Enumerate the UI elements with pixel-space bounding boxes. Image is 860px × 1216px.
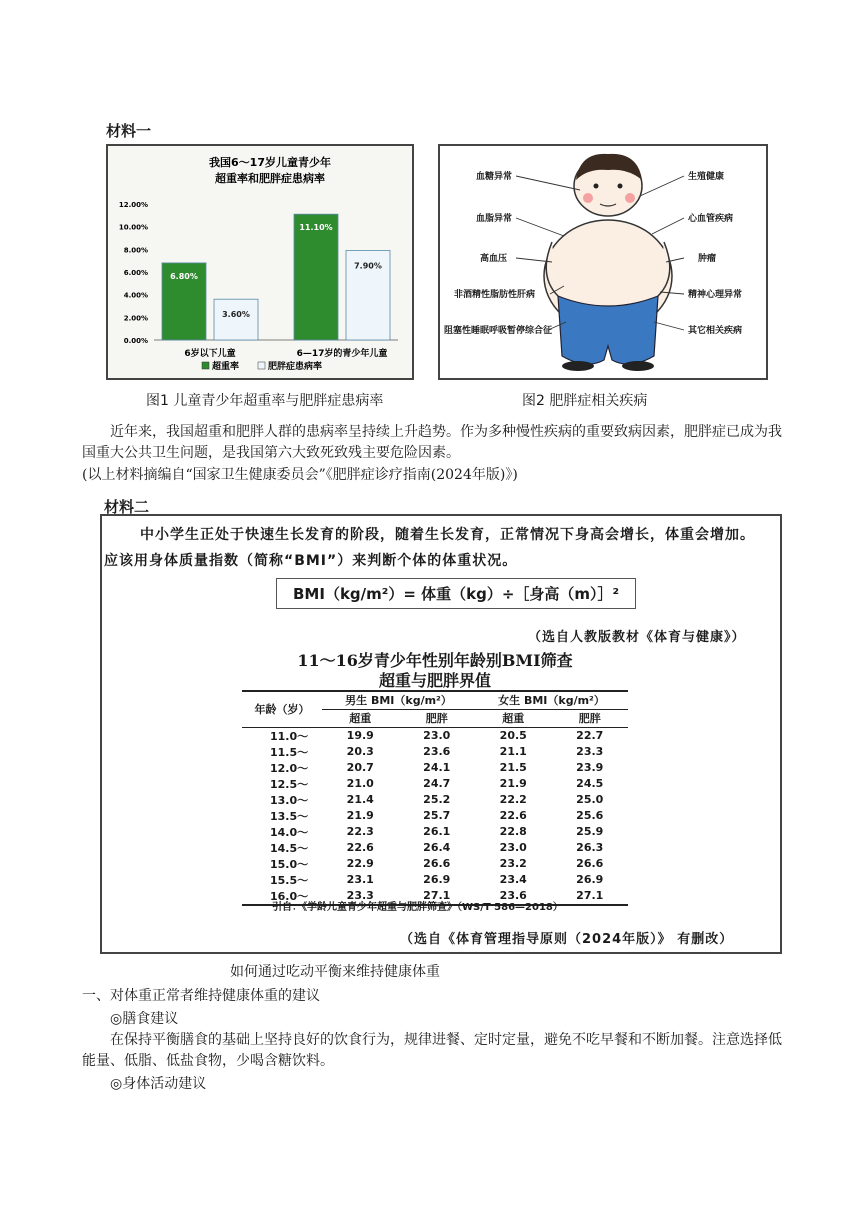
material1-source: (以上材料摘编自“国家卫生健康委员会”《肥胖症诊疗指南(2024年版)》) <box>82 467 518 483</box>
table-citation: 引自：《学龄儿童青少年超重与肥胖筛查》（WS/T 586—2018） <box>272 902 563 913</box>
y-tick-label: 4.00% <box>123 291 148 300</box>
bmi-value-cell: 24.1 <box>423 761 451 774</box>
disease-label-right-1: 心血管疾病 <box>688 214 734 224</box>
female-overweight-header: 超重 <box>475 709 552 727</box>
disease-label-left-3: 非酒精性脂肪性肝病 <box>454 290 536 300</box>
disease-label-right-2: 肿瘤 <box>698 254 717 264</box>
material2-label: 材料二 <box>104 498 150 516</box>
table-title-line2: 超重与肥胖界值 <box>378 671 491 690</box>
bmi-value-cell: 23.3 <box>576 745 604 758</box>
table-row <box>242 840 628 856</box>
bmi-value-cell: 26.1 <box>423 825 451 838</box>
right-shoe <box>622 361 654 371</box>
left-cheek <box>583 193 593 203</box>
bmi-value-cell: 20.7 <box>346 761 374 774</box>
bmi-value-cell: 20.3 <box>346 745 374 758</box>
table-row <box>242 872 628 888</box>
bmi-value-cell: 25.9 <box>576 825 604 838</box>
age-cell: 11.0～ <box>270 729 309 743</box>
disease-label-left-0: 血糖异常 <box>476 172 513 182</box>
age-cell: 16.0～ <box>270 889 309 903</box>
bmi-value-cell: 25.6 <box>576 809 604 822</box>
bmi-value-cell: 21.0 <box>346 777 374 790</box>
bmi-value-cell: 27.1 <box>423 889 451 902</box>
age-cell: 13.0～ <box>270 793 309 807</box>
left-shoe <box>562 361 594 371</box>
table-title-line1: 11～16岁青少年性别年龄别BMI筛查 <box>297 651 573 670</box>
bmi-value-cell: 22.8 <box>499 825 527 838</box>
legend-overweight-swatch <box>202 362 209 369</box>
age-cell: 11.5～ <box>270 745 309 759</box>
material2-intro-line2: 应该用身体质量指数（简称“BMI”）来判断个体的体重状况。 <box>104 553 518 569</box>
section-heading1: 一、对体重正常者维持健康体重的建议 <box>82 988 320 1004</box>
pointer-line <box>640 176 684 196</box>
y-tick-label: 10.00% <box>118 223 148 232</box>
figure1-chart-box <box>106 144 414 380</box>
y-tick-label: 8.00% <box>123 246 148 255</box>
bmi-value-cell: 23.4 <box>499 873 527 886</box>
bmi-value-cell: 20.5 <box>499 729 527 742</box>
table-row <box>242 760 628 776</box>
y-tick-label: 2.00% <box>123 314 148 323</box>
bmi-value-cell: 27.1 <box>576 889 604 902</box>
bmi-value-cell: 25.0 <box>576 793 604 806</box>
age-cell: 13.5～ <box>270 809 309 823</box>
left-eye <box>594 184 599 189</box>
table-row <box>242 856 628 872</box>
bmi-value-cell: 26.3 <box>576 841 604 854</box>
bmi-value-cell: 24.5 <box>576 777 604 790</box>
bar-data-label: 6.80% <box>170 271 198 281</box>
pointer-line <box>516 176 580 190</box>
bmi-value-cell: 26.6 <box>423 857 451 870</box>
category-label: 6岁以下儿童 <box>184 349 236 359</box>
legend-obesity-label: 肥胖症患病率 <box>268 362 323 372</box>
bmi-value-cell: 23.9 <box>576 761 604 774</box>
disease-label-right-0: 生殖健康 <box>688 172 725 182</box>
bmi-value-cell: 23.0 <box>423 729 451 742</box>
category-label: 6—17岁的青少年儿童 <box>296 349 388 359</box>
chart-title-line2: 超重率和肥胖症患病率 <box>215 172 325 185</box>
disease-label-left-4: 阻塞性睡眠呼吸暂停综合征 <box>444 326 553 336</box>
age-cell: 14.5～ <box>270 841 309 855</box>
age-cell: 12.0～ <box>270 761 309 775</box>
material1-label: 材料一 <box>106 122 152 140</box>
figure2-illustration-box <box>438 144 768 380</box>
legend-obesity-swatch <box>258 362 265 369</box>
pointer-line <box>516 218 564 236</box>
bmi-value-cell: 24.7 <box>423 777 451 790</box>
activity-subheading: ◎身体活动建议 <box>110 1076 207 1092</box>
bmi-value-cell: 26.9 <box>576 873 604 886</box>
bmi-formula: BMI（kg/m²）= 体重（kg）÷［身高（m）］² <box>276 578 636 609</box>
male-overweight-header: 超重 <box>322 709 399 727</box>
bmi-value-cell: 23.3 <box>346 889 374 902</box>
bmi-value-cell: 23.2 <box>499 857 527 870</box>
bar-data-label: 7.90% <box>354 261 382 271</box>
table-row <box>242 824 628 840</box>
pointer-line <box>652 218 684 234</box>
bmi-value-cell: 22.3 <box>346 825 374 838</box>
age-cell: 15.5～ <box>270 873 309 887</box>
bmi-value-cell: 23.6 <box>499 889 527 902</box>
bmi-value-cell: 21.1 <box>499 745 527 758</box>
bmi-value-cell: 22.2 <box>499 793 527 806</box>
y-tick-label: 0.00% <box>123 337 148 345</box>
bmi-value-cell: 21.5 <box>499 761 527 774</box>
bmi-value-cell: 22.6 <box>346 841 374 854</box>
bmi-value-cell: 26.4 <box>423 841 451 854</box>
bmi-table <box>242 690 628 906</box>
age-cell: 15.0～ <box>270 857 309 871</box>
male-obese-header: 肥胖 <box>399 709 476 727</box>
right-eye <box>618 184 623 189</box>
table-row <box>242 744 628 760</box>
figure2-caption: 图2 肥胖症相关疾病 <box>522 393 648 409</box>
bmi-value-cell: 23.1 <box>346 873 374 886</box>
bmi-value-cell: 22.9 <box>346 857 374 870</box>
textbook-source: （选自人教版教材《体育与健康》） <box>528 630 746 645</box>
bmi-value-cell: 23.0 <box>499 841 527 854</box>
figure1-caption: 图1 儿童青少年超重率与肥胖症患病率 <box>146 393 384 409</box>
disease-label-left-2: 高血压 <box>480 254 508 264</box>
bmi-table-wrapper <box>242 690 628 906</box>
y-tick-label: 6.00% <box>123 269 148 277</box>
guide-source: （选自《体育管理指导原则（2024年版）》 有删改） <box>400 932 734 947</box>
disease-label-right-3: 精神心理异常 <box>688 290 743 300</box>
bmi-value-cell: 19.9 <box>346 729 374 742</box>
bar-data-label: 11.10% <box>299 223 333 233</box>
bar-data-label: 3.60% <box>222 310 250 320</box>
chart-title-line1: 我国6～17岁儿童青少年 <box>209 156 331 169</box>
bmi-value-cell: 22.7 <box>576 729 604 742</box>
y-tick-label: 12.00% <box>118 201 148 209</box>
disease-label-left-1: 血脂异常 <box>476 214 513 224</box>
bar-obesity <box>214 299 258 340</box>
age-header: 年龄（岁） <box>242 691 322 727</box>
bmi-value-cell: 26.6 <box>576 857 604 870</box>
right-cheek <box>625 193 635 203</box>
table-row <box>242 792 628 808</box>
diet-subheading: ◎膳食建议 <box>110 1011 179 1027</box>
bmi-value-cell: 23.6 <box>423 745 451 758</box>
age-cell: 14.0～ <box>270 825 309 839</box>
bmi-value-cell: 25.7 <box>423 809 451 822</box>
bmi-value-cell: 21.9 <box>346 809 374 822</box>
material2-intro-line1: 中小学生正处于快速生长发育的阶段，随着生长发育，正常情况下身高会增长，体重会增加。 <box>140 527 755 543</box>
bmi-value-cell: 25.2 <box>423 793 451 806</box>
female-obese-header: 肥胖 <box>552 709 629 727</box>
male-header: 男生 BMI（kg/m²） <box>322 691 475 709</box>
table-row <box>242 776 628 792</box>
bmi-value-cell: 21.9 <box>499 777 527 790</box>
material1-paragraph: 近年来，我国超重和肥胖人群的患病率呈持续上升趋势。作为多种慢性疾病的重要致病因素，肥胖症已成为我国重大公共卫生问题，是我国第六大致死致残主要危险因素。 <box>82 424 782 461</box>
jeans-shape <box>558 296 658 364</box>
legend-overweight-label: 超重率 <box>212 362 240 372</box>
table-row <box>242 727 628 744</box>
disease-label-right-4: 其它相关疾病 <box>688 326 743 336</box>
bmi-value-cell: 22.6 <box>499 809 527 822</box>
female-header: 女生 BMI（kg/m²） <box>475 691 628 709</box>
section-title: 如何通过吃动平衡来维持健康体重 <box>230 964 440 980</box>
pointer-line <box>654 322 684 330</box>
bmi-value-cell: 26.9 <box>423 873 451 886</box>
bmi-value-cell: 21.4 <box>346 793 374 806</box>
table-row <box>242 808 628 824</box>
age-cell: 12.5～ <box>270 777 309 791</box>
bar-chart <box>108 146 412 378</box>
diet-paragraph: 在保持平衡膳食的基础上坚持良好的饮食行为，规律进餐、定时定量，避免不吃早餐和不断加餐。注意选择低能量、低脂、低盐食物，少喝含糖饮料。 <box>82 1032 782 1069</box>
bar-overweight <box>294 214 338 340</box>
